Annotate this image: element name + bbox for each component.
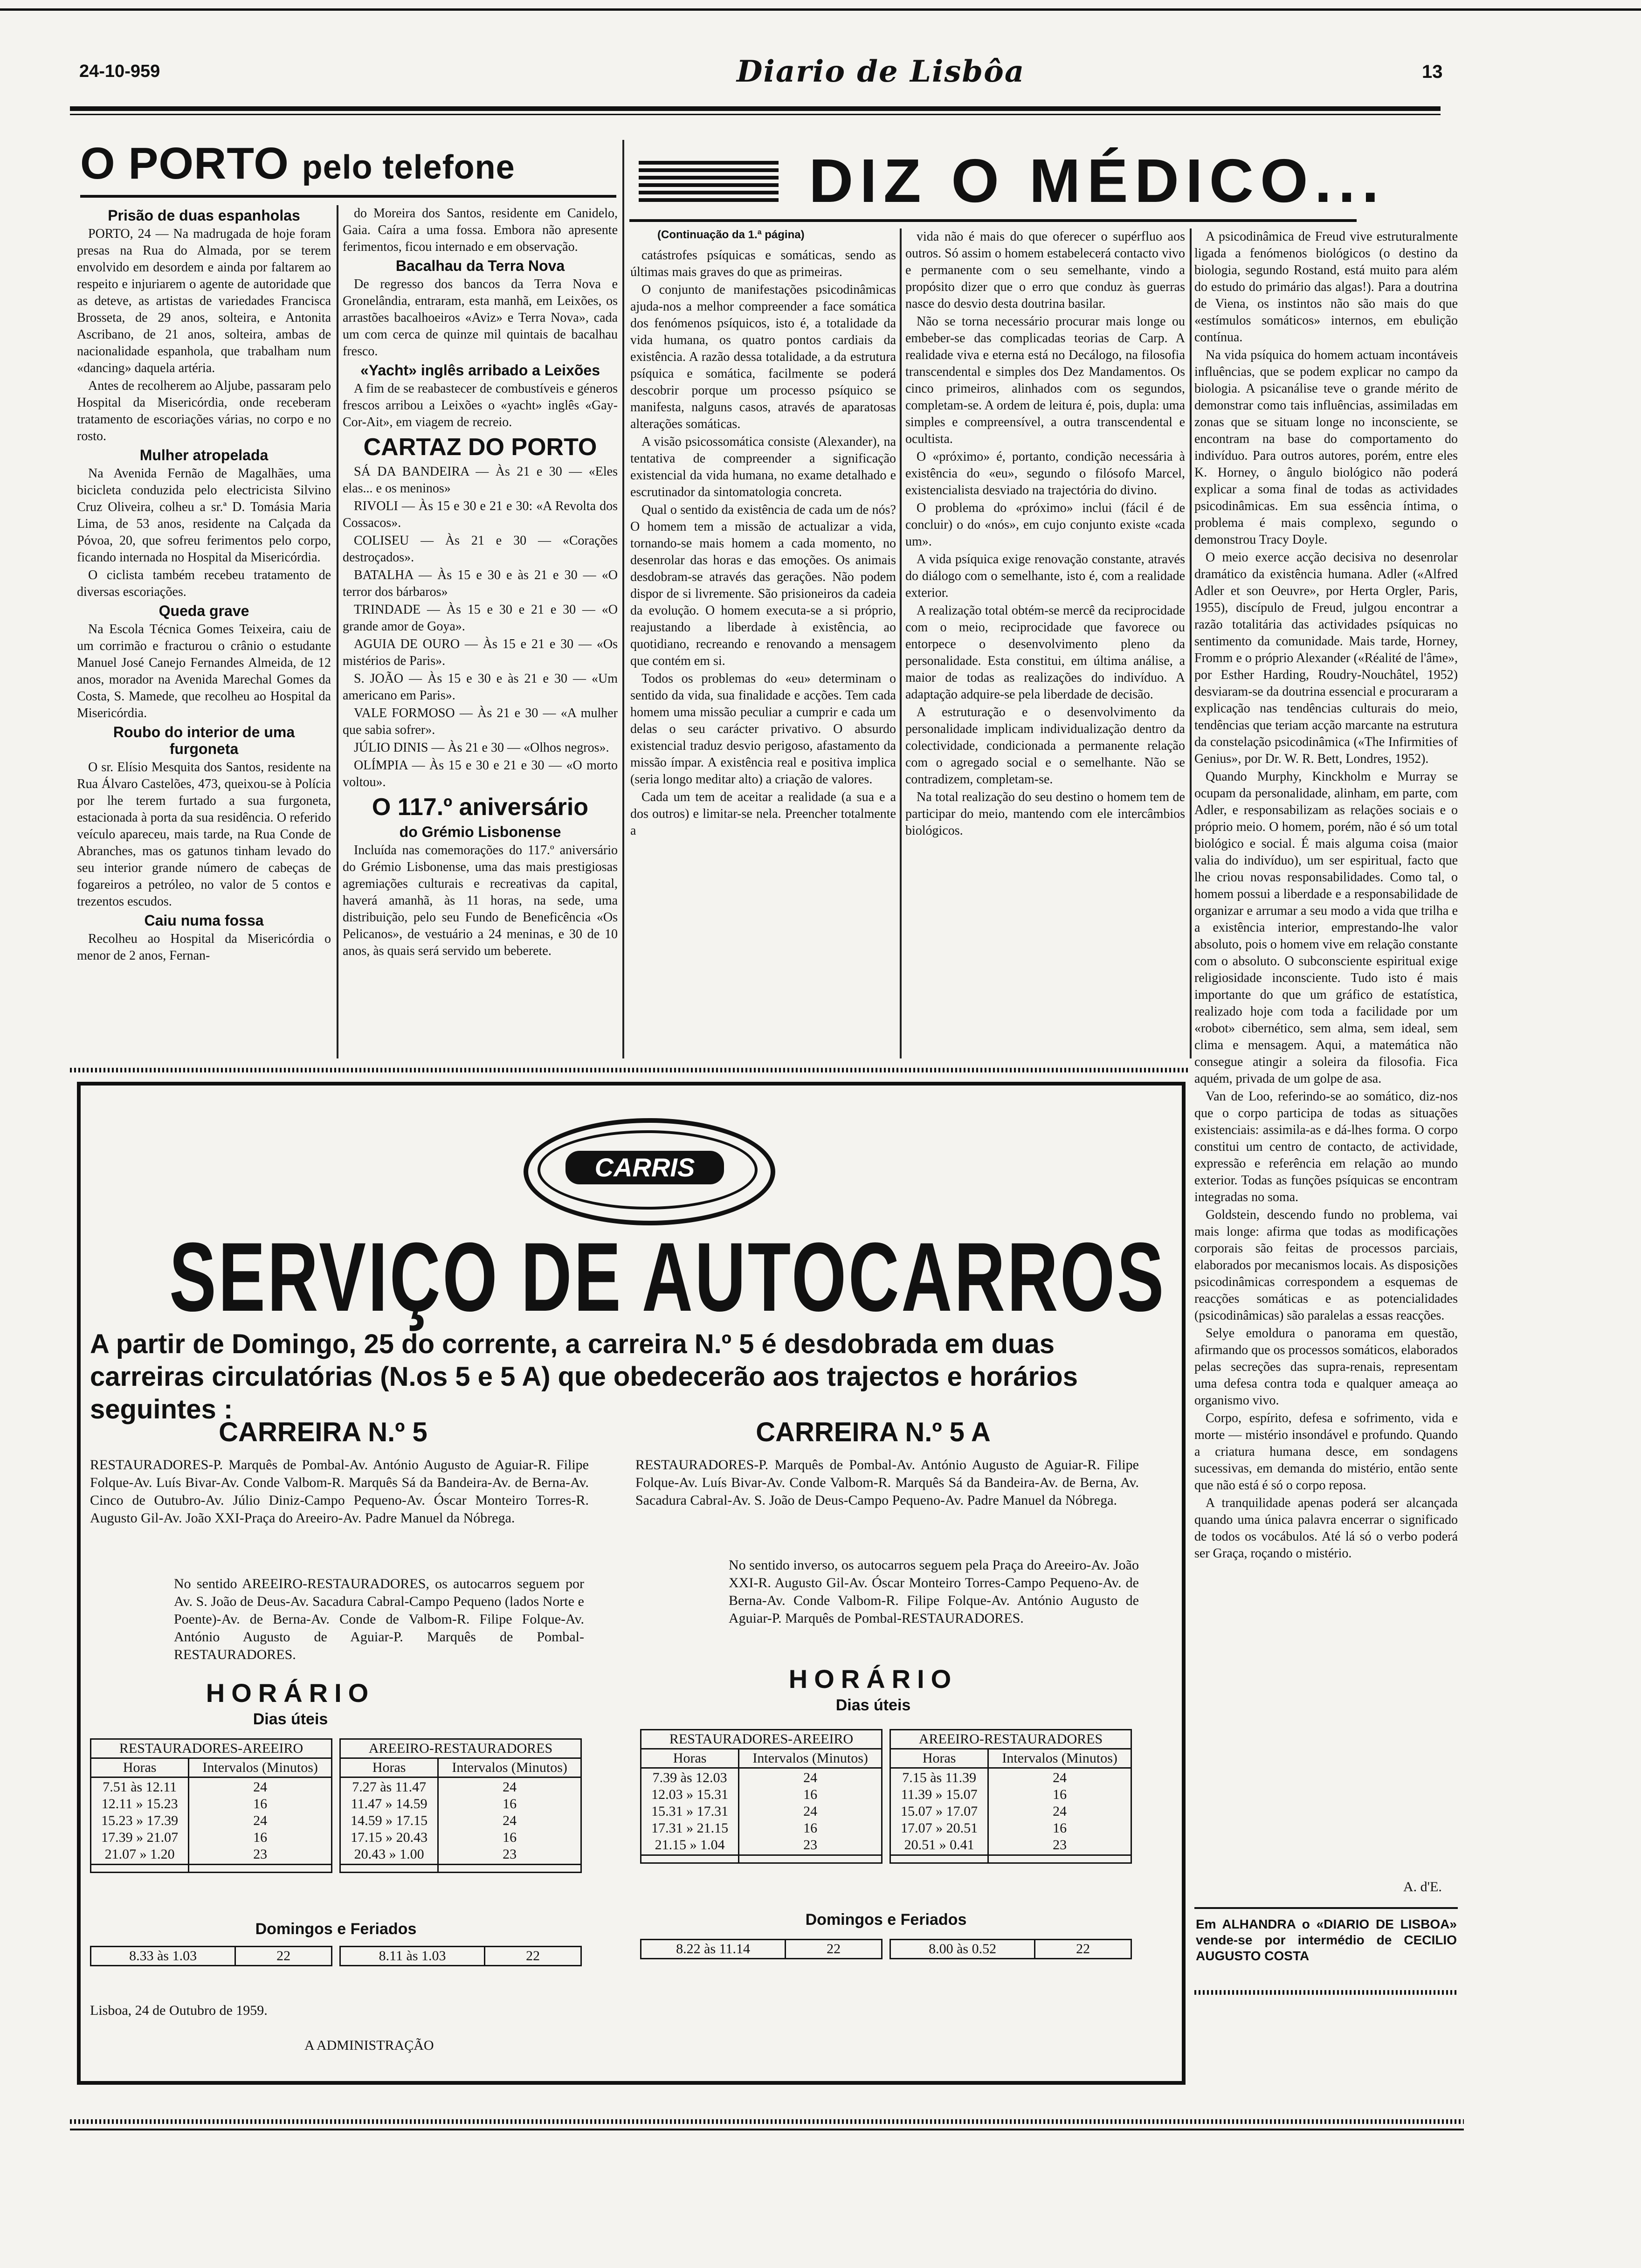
table-row: 7.51 às 12.11 xyxy=(103,1779,177,1795)
table-row: 20.51 » 0.41 xyxy=(904,1837,974,1853)
intervalos-cell xyxy=(189,1777,332,1865)
carreira-5-feriados-table-2 xyxy=(339,1946,582,1966)
intervalos-cell xyxy=(739,1768,882,1855)
paragraph: Corpo, espírito, defesa e sofrimento, vida e morte — mistério insondável e profundo. Quando a criatura humana desce, em sondagens sucessivas, em demanda do mistério, então sente que não está é só o corpo reposa. xyxy=(1194,1411,1458,1493)
page-number: 13 xyxy=(1422,62,1443,82)
col-horas: Horas xyxy=(890,1749,988,1768)
table-row: 20.43 » 1.00 xyxy=(354,1846,424,1862)
carris-advertisement xyxy=(77,1082,1186,2085)
table-row: 16 xyxy=(803,1820,818,1836)
horas-cell xyxy=(91,1777,189,1865)
table-title: RESTAURADORES-AREEIRO xyxy=(641,1730,882,1749)
column-divider xyxy=(900,228,902,1058)
table-row: 16 xyxy=(1053,1820,1067,1836)
medico-column-3 xyxy=(1194,228,1458,1874)
carreira-5a-feriados: Domingos e Feriados xyxy=(805,1911,967,1929)
table-row: 15.23 » 17.39 xyxy=(101,1813,179,1828)
paragraph: A psicodinâmica de Freud vive estruturalmente ligada a fenómenos biológicos (o destino da biologia, segundo Rostand, está muito para além do estudo do primário das algas!). Para a doutrina de Viena, os instintos não são mais do que «estímulos somáticos» internos, em ebulição contínua. xyxy=(1194,229,1458,345)
table-row: 24 xyxy=(803,1770,818,1785)
table-row: 23 xyxy=(253,1846,268,1862)
table-row: 8.11 às 1.03 xyxy=(340,1947,485,1966)
porto-title-main: O PORTO xyxy=(80,138,289,188)
table-title: AREEIRO-RESTAURADORES xyxy=(340,1739,581,1758)
subheading: Bacalhau da Terra Nova xyxy=(395,257,565,274)
subheading: «Yacht» inglês arribado a Leixões xyxy=(360,362,600,379)
column-divider xyxy=(337,205,338,1058)
ad-title: SERVIÇO DE AUTOCARROS xyxy=(169,1222,1166,1332)
table-row: 17.39 » 21.07 xyxy=(101,1830,179,1845)
table-row: 21.07 » 1.20 xyxy=(104,1846,175,1862)
paragraph: A tranquilidade apenas poderá ser alcançada quando uma única palavra encerrar o significado de todos os vocábulos. Até lá só o verbo poderá ser Graça, roçando o mistério. xyxy=(1194,1496,1458,1561)
paragraph: Quando Murphy, Kinckholm e Murray se ocupam da personalidade, alinham, em parte, com Adler, e responsabilizam as relações sociais e o próprio meio. O homem, porém, não é só um total biológico e social. É mais alguma coisa (maior valia do indivíduo), um ser espiritual, facto que lhe criou novas responsabilidades. Como tal, o homem possui a liberdade e a responsabilidade de organizar e arrumar a seu modo a vida que trilha e a existência interior, emprestando-lhe valor absoluto, pois o homem vive em relação constante com o absoluto. O subconsciente espiritual exige religiosidade inconsciente. Tudo isto é mais importante do que um gráfico de estatística, realizado hoje com toda a facilidade por um «robot» cibernético, sem alma, sem ideal, sem clima e mensagem. Aqui, a matemática não consegue atingir a soleira da filosofia. Fica aquém, privada de um golpe de asa. xyxy=(1194,769,1458,1086)
carreira-5-horario: HORÁRIO xyxy=(206,1678,375,1708)
paragraph: Selye emoldura o panorama em questão, afirmando que os processos somáticos, elaborados pelas secreções das supra-renais, representam uma defesa contra toda e qualquer ameaça ao organismo vivo. xyxy=(1194,1326,1458,1408)
table-row: 24 xyxy=(253,1779,268,1795)
table-row: 23 xyxy=(803,1837,818,1853)
paragraph: PORTO, 24 — Na madrugada de hoje foram presas na Rua do Almada, por se terem envolvido em desordem e ainda por faltarem ao respeito e injuriarem o agente de autoridade que as deteve, as artistas de variedades Francisca Brosseta, de 29 anos, solteira, e Antonita Ascribano, de 21 anos, solteira, ambas de nacionalidade espanhola, que trabalham num «dancing» daquela artéria. xyxy=(77,227,331,375)
carreira-5-table-areeiro-restauradores xyxy=(339,1738,582,1873)
col-horas: Horas xyxy=(91,1758,189,1777)
paragraph: O meio exerce acção decisiva no desenrolar dramático da existência humana. Adler («Alfred Adler et son Oeuvre», por Herta Orgler, Paris, 1955), discípulo de Freud, julgou encontrar a razão totalitária das actividades psíquicas no sentimento da comunidade. Mais tarde, Horney, Fromm e o próprio Alexander («Réalité de l'âme», por Esther Harding, Roudry-Nouchâtel, 1952) desviaram-se da doutrina essencial e procuraram a explicação nas tendências culturais do meio, tendências que teriam acção marcante na estrutura da constelação psicodinâmica («The Infirmities of Genius», por Dr. W. R. Bett, Londres, 1952). xyxy=(1194,550,1458,766)
carreira-5a-route: RESTAURADORES-P. Marquês de Pombal-Av. António Augusto de Aguiar-R. Filipe Folque-Av. Luís Bivar-Av. Conde Valbom-R. Marquês Sá da Bandeira-Av. de Berna, Av. Sacadura Cabral-Av. S. João de Deus-Campo Pequeno-Av. Padre Manuel da Nóbrega. xyxy=(635,1457,1139,1508)
section-heading: O 117.º aniversário xyxy=(372,794,589,821)
table-row: 7.27 às 11.47 xyxy=(352,1779,427,1795)
paragraph: Qual o sentido da existência de cada um de nós? O homem tem a missão de actualizar a vida, tornando-se mais homem a cada momento, no desenrolar das horas e das emoções. Os animais desdobram-se através das gerações. Não podem dispor de si livremente. São prisioneiros da cadeia da evolução. O homem executa-se a si próprio, reajustando a liberdade à existência, ao quotidiano, recreando e renovando a mensagem que contém em si. xyxy=(630,503,896,668)
subheading: do Grémio Lisbonense xyxy=(399,823,561,840)
table-title: AREEIRO-RESTAURADORES xyxy=(890,1730,1131,1749)
table-row: 23 xyxy=(503,1846,517,1862)
table-row: 23 xyxy=(1053,1837,1067,1853)
paragraph: Incluída nas comemorações do 117.º aniversário do Grémio Lisbonense, uma das mais prestigiosas agremiações culturais e recreativas da capital, haverá amanhã, às 11 horas, na sede, uma distribuição, pelo seu Fundo de Beneficência «Os Pelicanos», de vestuário a 24 meninas, e 30 de 10 anos, às quais será servido um beberete. xyxy=(343,843,618,958)
ad-footer-signature: A ADMINISTRAÇÃO xyxy=(304,2038,434,2053)
section-heading: CARTAZ DO PORTO xyxy=(363,434,597,461)
carreira-5-dias-uteis: Dias úteis xyxy=(253,1710,328,1728)
paragraph: AGUIA DE OURO — Às 15 e 21 e 30 — «Os mistérios de Paris». xyxy=(343,637,618,668)
paragraph: BATALHA — Às 15 e 30 e às 21 e 30 — «O terror dos bárbaros» xyxy=(343,568,618,599)
col-horas: Horas xyxy=(340,1758,438,1777)
carreira-5-return-route: No sentido AREEIRO-RESTAURADORES, os autocarros seguem por Av. S. João de Deus-Av. Sacadura Cabral-Campo Pequeno (lados Norte e Poente)-Av. de Berna-Av. Conde de Valbom-R. Filipe Folque-Av. António Augusto de Aguiar-P. Marquês de Pombal-RESTAURADORES. xyxy=(174,1576,584,1662)
table-row: 22 xyxy=(786,1940,882,1959)
continuation-note: (Continuação da 1.ª página) xyxy=(657,228,805,241)
table-row: 15.07 » 17.07 xyxy=(901,1804,978,1819)
carreira-5a-return-route: No sentido inverso, os autocarros seguem pela Praça do Areeiro-Av. João XXI-R. Augusto Gil-Av. Óscar Monteiro Torres-Campo Pequeno-Av. de Berna-Av. Conde Valbom-R. Filipe Folque-Av. António Augusto de Aguiar-P. Marquês de Pombal-RESTAURADORES. xyxy=(729,1557,1139,1626)
paragraph: A visão psicossomática consiste (Alexander), na tentativa de compreender a significação existencial da vida humana, no exame detalhado e escrutinador da sintomatologia concreta. xyxy=(630,435,896,499)
notice-dotted-rule xyxy=(1194,1990,1458,1995)
table-row: 11.47 » 14.59 xyxy=(351,1796,427,1812)
table-row: 24 xyxy=(503,1813,517,1828)
subheading: Prisão de duas espanholas xyxy=(108,207,300,224)
table-row: 16 xyxy=(253,1796,268,1812)
intervalos-cell xyxy=(988,1768,1131,1855)
medico-column-1 xyxy=(630,247,896,1058)
table-row: 7.15 às 11.39 xyxy=(902,1770,977,1785)
paragraph: Cada um tem de aceitar a realidade (a sua e a dos outros) e limitar-se nela. Preencher totalmente a xyxy=(630,790,896,838)
porto-column-1 xyxy=(77,205,331,1058)
table-row: 21.15 » 1.04 xyxy=(655,1837,725,1853)
medico-column-2 xyxy=(905,228,1185,1058)
paragraph: A realização total obtém-se mercê da reciprocidade com o meio, reciprocidade que favorece ou entorpece o desenvolvimento pleno da personalidade. Esta constitui, em última análise, a maior de todas as realizações do indivíduo. A adaptação adquire-se pela liberdade de decisão. xyxy=(905,603,1185,702)
table-row: 15.31 » 17.31 xyxy=(651,1804,729,1819)
table-row: 16 xyxy=(503,1830,517,1845)
paragraph: Antes de recolherem ao Aljube, passaram pelo Hospital da Misericórdia, onde receberam tratamento de escoriações várias, no corpo e no rosto. xyxy=(77,379,331,443)
table-row: 24 xyxy=(1053,1804,1067,1819)
paragraph: O sr. Elísio Mesquita dos Santos, residente na Rua Álvaro Castelões, 473, queixou-se à Polícia por lhe terem furtado a sua furgoneta, estacionada à porta da sua residência. O referido veículo apareceu, mais tarde, na Rua Conde de Abranches, mas os gatunos tinham levado do seu interior grande número de cabeças de fogareiros a petróleo, no valor de 5 contos e trezentos escudos. xyxy=(77,760,331,909)
paragraph: TRINDADE — Às 15 e 30 e 21 e 30 — «O grande amor de Goya». xyxy=(343,602,618,634)
paragraph: Todos os problemas do «eu» determinam o sentido da vida, sua finalidade e acções. Tem cada homem uma missão peculiar a cumprir e cada um delas o seu carácter privativo. O absurdo existencial traduz desvio perigoso, afastamento da missão ímpar. A existência real e positiva implica (seria longo meditar alto) a criação de valores. xyxy=(630,671,896,787)
horas-cell xyxy=(340,1777,438,1865)
col-intervalos: Intervalos (Minutos) xyxy=(189,1758,332,1777)
carreira-5-table-restauradores-areeiro xyxy=(90,1738,332,1873)
carris-logo-text: CARRIS xyxy=(565,1151,724,1184)
paragraph: Na Avenida Fernão de Magalhães, uma bicicleta conduzida pelo electricista Silvino Cruz Oliveira, colheu a sr.ª D. Tomásia Maria Lima, de 53 anos, residente na Calçada da Póvoa, 20, que sofreu ferimentos pelo corpo, ficando internada no Hospital da Misericórdia. xyxy=(77,466,331,565)
paragraph: A vida psíquica exige renovação constante, através do diálogo com o semelhante, isto é, com a realidade exterior. xyxy=(905,552,1185,600)
table-row: 17.31 » 21.15 xyxy=(651,1820,729,1836)
article-signature: A. d'E. xyxy=(1403,1879,1442,1895)
subheading: Roubo do interior de uma furgoneta xyxy=(113,724,295,757)
carreira-5a-table-areeiro-restauradores xyxy=(889,1729,1132,1864)
paragraph: RIVOLI — Às 15 e 30 e 21 e 30: «A Revolta dos Cossacos». xyxy=(343,499,618,530)
paragraph: Não se torna necessário procurar mais longe ou embeber-se das complicadas teorias de Carp. A realidade viva e eterna está no Decálogo, na filosofia transcendental e simples dos Dez Mandamentos. Os cinco primeiros, alinhados com os segundos, completam-se. A ordem de leitura é, pois, dupla: uma simples e compreensível, a outra transcendental e ocultista. xyxy=(905,314,1185,446)
header-rule xyxy=(70,106,1441,111)
porto-column-2 xyxy=(343,205,618,1058)
table-row: 17.15 » 20.43 xyxy=(351,1830,428,1845)
top-rule xyxy=(0,8,1641,11)
table-row: 12.11 » 15.23 xyxy=(101,1796,178,1812)
ad-top-dotted-rule xyxy=(70,1068,1189,1072)
carreira-5-feriados: Domingos e Feriados xyxy=(255,1920,417,1938)
issue-date: 24-10-959 xyxy=(79,62,160,81)
porto-title xyxy=(80,138,515,189)
title-bars-decoration xyxy=(639,161,779,206)
paragraph: Recolheu ao Hospital da Misericórdia o menor de 2 anos, Fernan- xyxy=(77,932,331,963)
table-row: 12.03 » 15.31 xyxy=(651,1787,729,1802)
table-row: 8.22 às 11.14 xyxy=(641,1940,786,1959)
paragraph: O conjunto de manifestações psicodinâmicas ajuda-nos a melhor compreender a face somática dos fenómenos psíquicos, isto é, a totalidade da vida humana, os quatro pontos cardiais da existência. A razão dessa totalidade, a da estrutura psíquica e somática, facilmente se poderá descobrir porque um processo psíquico se manifesta, nalguns casos, através de aparatosas alterações somáticas. xyxy=(630,283,896,431)
subheading: Caiu numa fossa xyxy=(144,912,264,929)
section-divider xyxy=(622,140,624,1058)
table-row: 22 xyxy=(485,1947,581,1966)
table-row: 16 xyxy=(253,1830,268,1845)
col-intervalos: Intervalos (Minutos) xyxy=(739,1749,882,1768)
horas-cell xyxy=(890,1768,988,1855)
table-title: RESTAURADORES-AREEIRO xyxy=(91,1739,332,1758)
carreira-5a-heading: CARREIRA N.º 5 A xyxy=(756,1417,991,1447)
porto-title-small: pelo telefone xyxy=(302,149,515,186)
table-row: 24 xyxy=(253,1813,268,1828)
notice-rule xyxy=(1194,1907,1458,1909)
table-row: 8.00 às 0.52 xyxy=(890,1940,1035,1959)
bottom-rule xyxy=(70,2129,1464,2130)
medico-title-rule xyxy=(629,219,1357,222)
table-row: 17.07 » 20.51 xyxy=(901,1820,978,1836)
carreira-5-heading: CARREIRA N.º 5 xyxy=(219,1417,427,1447)
table-row: 24 xyxy=(803,1804,818,1819)
paragraph: VALE FORMOSO — Às 21 e 30 — «A mulher que sabia sofrer». xyxy=(343,706,618,737)
table-row: 22 xyxy=(1035,1940,1131,1959)
ad-footer-date: Lisboa, 24 de Outubro de 1959. xyxy=(90,2003,268,2018)
paragraph: catástrofes psíquicas e somáticas, sendo as últimas mais graves do que as primeiras. xyxy=(630,248,896,279)
paragraph: Na total realização do seu destino o homem tem de participar do meio, mantendo com ele intercâmbios biológicos. xyxy=(905,790,1185,838)
paragraph: OLÍMPIA — Às 15 e 30 e 21 e 30 — «O morto voltou». xyxy=(343,758,618,789)
ad-lead-text: A partir de Domingo, 25 do corrente, a carreira N.º 5 é desdobrada em duas carreiras circulatórias (N.os 5 e 5 A) que obedecerão aos trajectos e horários seguintes : xyxy=(90,1329,1078,1424)
paragraph: O ciclista também recebeu tratamento de diversas escoriações. xyxy=(77,568,331,599)
table-row: 16 xyxy=(503,1796,517,1812)
col-horas: Horas xyxy=(641,1749,739,1768)
table-row: 24 xyxy=(503,1779,517,1795)
porto-title-rule xyxy=(80,195,616,198)
table-row: 16 xyxy=(803,1787,818,1802)
paragraph: Goldstein, descendo fundo no problema, vai mais longe: afirma que todas as modificações corporais são feitas de processos parciais, elaborados por mecanismos locais. As disposições psicodinâmicas correspondem a esquemas de reacções somáticas e as potencialidades (psicodinâmicas) são paralelas a essas reacções. xyxy=(1194,1208,1458,1323)
column-divider xyxy=(1190,228,1192,1058)
paragraph: Na vida psíquica do homem actuam incontáveis influências, que se podem explicar no campo da biologia. A psicanálise teve o grande mérito de demonstrar como tais influências, assimiladas em zonas que se situam longe no inconsciente, se encontram na base do comportamento do indivíduo. Para outros autores, porém, entre eles K. Horney, o ângulo biológico não poderá explicar a soma final de todas as actividades psicodinâmicas. Em sua essência íntima, o problema é mais complexo, segundo o demonstrou Tracy Doyle. xyxy=(1194,348,1458,547)
table-row: 24 xyxy=(1053,1770,1067,1785)
col-intervalos: Intervalos (Minutos) xyxy=(438,1758,581,1777)
paragraph: Van de Loo, referindo-se ao somático, diz-nos que o corpo participa de todas as situações existenciais: assimila-as e dá-lhes forma. O corpo constitui um centro de contacto, de actividade, expressão e referência em relação ao mundo exterior. Todas as funções psíquicas se encontram integradas no soma. xyxy=(1194,1089,1458,1204)
paragraph: SÁ DA BANDEIRA — Às 21 e 30 — «Eles elas... e os meninos» xyxy=(343,464,618,496)
paragraph: do Moreira dos Santos, residente em Canidelo, Gaia. Caíra a uma fossa. Embora não apresente ferimentos, ficou internado e em observação. xyxy=(343,206,618,254)
table-row: 8.33 às 1.03 xyxy=(91,1947,235,1966)
paragraph: COLISEU — Às 21 e 30 — «Corações destroçados». xyxy=(343,533,618,565)
carreira-5a-table-restauradores-areeiro xyxy=(640,1729,883,1864)
header-rule-thin xyxy=(70,114,1441,115)
subheading: Mulher atropelada xyxy=(139,447,269,463)
table-row: 14.59 » 17.15 xyxy=(351,1813,428,1828)
paragraph: Na Escola Técnica Gomes Teixeira, caiu de um corrimão e fracturou o crânio o estudante Manuel José Canejo Fernandes Almeida, de 12 anos, morador na Avenida Marechal Gomes da Costa, S. Mamede, que recolheu ao Hospital da Misericórdia. xyxy=(77,622,331,720)
intervalos-cell xyxy=(438,1777,581,1865)
paragraph: O problema do «próximo» inclui (fácil é de concluir) o do «nós», em cujo conjunto existe «cada um». xyxy=(905,501,1185,549)
carreira-5a-feriados-table-2 xyxy=(889,1939,1132,1959)
carreira-5a-feriados-table-1 xyxy=(640,1939,883,1959)
distribution-notice: Em ALHANDRA o «DIARIO DE LISBOA» vende-se por intermédio de CECILIO AUGUSTO COSTA xyxy=(1196,1917,1457,1963)
paragraph: O «próximo» é, portanto, condição necessária à existência do «eu», segundo o filósofo Marcel, existencialista desviado na trajectória do divino. xyxy=(905,449,1185,498)
col-intervalos: Intervalos (Minutos) xyxy=(988,1749,1131,1768)
carreira-5a-horario: HORÁRIO xyxy=(788,1664,958,1694)
paragraph: JÚLIO DINIS — Às 21 e 30 — «Olhos negros». xyxy=(354,740,609,755)
table-row: 22 xyxy=(235,1947,332,1966)
paragraph: vida não é mais do que oferecer o supérfluo aos outros. Só assim o homem estabelecerá contacto vivo e permanente com o seu semelhante, vindo a propósito dizer que o erro que conduz às guerras nasce do desvio desta doutrina basilar. xyxy=(905,229,1185,311)
masthead: Diario de Lisbôa xyxy=(737,54,1025,89)
medico-title: DIZ O MÉDICO... xyxy=(809,146,1386,215)
table-row: 16 xyxy=(1053,1787,1067,1802)
carreira-5a-dias-uteis: Dias úteis xyxy=(835,1696,911,1714)
subheading: Queda grave xyxy=(159,602,249,619)
carreira-5-route: RESTAURADORES-P. Marquês de Pombal-Av. António Augusto de Aguiar-R. Filipe Folque-Av. Luís Bivar-Av. Conde Valbom-R. Marquês Sá da Bandeira-Av. de Berna-Av. Cinco de Outubro-Av. Júlio Diniz-Campo Pequeno-Av. Óscar Monteiro Torres-R. Augusto Gil-Av. João XXI-Praça do Areeiro-Av. Padre Manuel da Nóbrega. xyxy=(90,1457,589,1526)
paragraph: A estruturação e o desenvolvimento da personalidade implicam individualização dentro da colectividade, condicionada a permanente relação com o agregado social e o semelhante. Não se contradizem, completam-se. xyxy=(905,705,1185,787)
paragraph: A fim de se reabastecer de combustíveis e géneros frescos arribou a Leixões o «yacht» inglês «Gay-Cor-Ait», em viagem de recreio. xyxy=(343,381,618,429)
bottom-dotted-rule xyxy=(70,2119,1464,2124)
horas-cell xyxy=(641,1768,739,1855)
paragraph: De regresso dos bancos da Terra Nova e Gronelândia, entraram, esta manhã, em Leixões, os arrastões bacalhoeiros «Aviz» e Terra Nova», cada um com cerca de quinze mil quintais de bacalhau fresco. xyxy=(343,277,618,359)
carreira-5-feriados-table-1 xyxy=(90,1946,332,1966)
table-row: 7.39 às 12.03 xyxy=(652,1770,727,1785)
table-row: 11.39 » 15.07 xyxy=(901,1787,978,1802)
paragraph: S. JOÃO — Às 15 e 30 e às 21 e 30 — «Um americano em Paris». xyxy=(343,671,618,703)
